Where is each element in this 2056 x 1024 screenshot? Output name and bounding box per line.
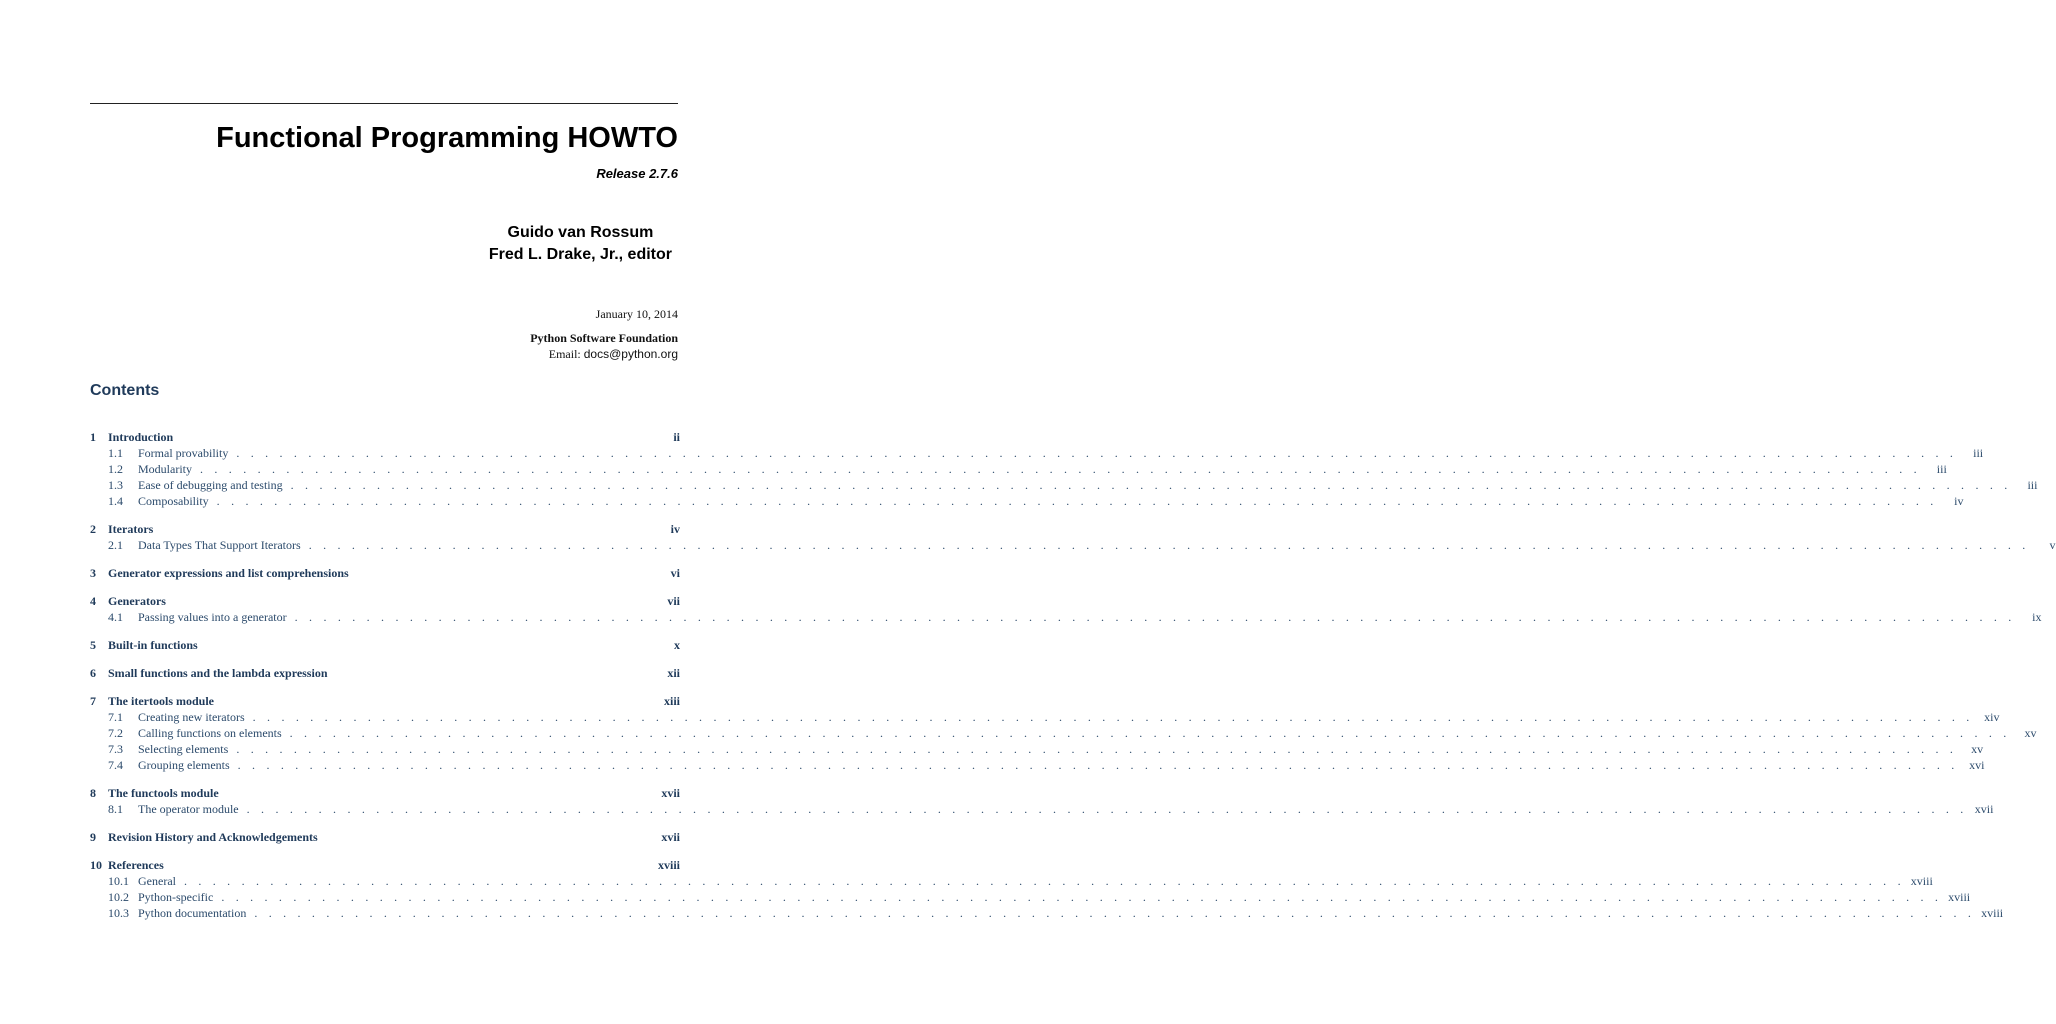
toc-subsection-number: 7.2 <box>108 726 123 740</box>
toc-section-page: xii <box>667 666 680 680</box>
toc-section <box>90 693 2037 773</box>
toc-entry-subsection[interactable] <box>90 873 1933 889</box>
toc-entry-section[interactable] <box>90 857 680 873</box>
toc-section-title[interactable]: Introduction <box>108 430 174 444</box>
publication-date: January 10, 2014 <box>595 307 678 321</box>
header-rule <box>90 103 678 104</box>
toc-entry-subsection[interactable] <box>90 757 1985 773</box>
toc-subsection-title[interactable]: Formal provability <box>138 446 229 460</box>
toc-subsection-title[interactable]: Calling functions on elements <box>138 726 282 740</box>
toc-entry-subsection[interactable] <box>90 537 2056 553</box>
toc-subsection-page: xvii <box>1974 802 1994 816</box>
toc-entry-subsection[interactable] <box>90 445 1984 461</box>
toc-subsection-title[interactable]: Grouping elements <box>138 758 230 772</box>
toc-subsection-page: iii <box>2027 478 2038 492</box>
toc-entry-section[interactable] <box>90 521 680 537</box>
toc-subsection-title[interactable]: Python documentation <box>138 906 247 920</box>
toc-dot-leader: . . . . . . . . . . . . . . . . . . . . . . . . . . . . . . . . . . . . . . . . . . . . . . . . . . . . . . . . . . . . . . . . . . . . . . . . . . . . . . . . . . . . . . . . . . . . . . . . . . . . . . . . . . . . . . . . . . . . . . . . <box>289 726 2011 740</box>
toc-entry-section[interactable] <box>90 637 680 653</box>
toc-entry-subsection[interactable] <box>90 801 1994 817</box>
document-meta <box>530 306 678 362</box>
toc-section-title[interactable]: The itertools module <box>108 694 214 708</box>
toc-subsection-number: 10.3 <box>108 906 129 920</box>
toc-entry-subsection[interactable] <box>90 609 2042 625</box>
toc-section-page: ii <box>673 430 680 444</box>
toc-dot-leader: . . . . . . . . . . . . . . . . . . . . . . . . . . . . . . . . . . . . . . . . . . . . . . . . . . . . . . . . . . . . . . . . . . . . . . . . . . . . . . . . . . . . . . . . . . . . . . . . . . . . . . . . . . . . . . . . . . . . . . . . <box>294 610 2016 624</box>
toc-subsection-number: 1.2 <box>108 462 123 476</box>
toc-subsection-page: xvi <box>1969 758 1985 772</box>
contents-heading: Contents <box>90 382 160 399</box>
toc-subsection-number: 1.4 <box>108 494 123 508</box>
toc-entry-section[interactable] <box>90 429 680 445</box>
toc-subsection-number: 8.1 <box>108 802 123 816</box>
toc-section-number: 2 <box>90 522 96 536</box>
toc-section-title[interactable]: The functools module <box>108 786 219 800</box>
toc-entry-section[interactable] <box>90 693 680 709</box>
toc-dot-leader: . . . . . . . . . . . . . . . . . . . . . . . . . . . . . . . . . . . . . . . . . . . . . . . . . . . . . . . . . . . . . . . . . . . . . . . . . . . . . . . . . . . . . . . . . . . . . . . . . . . . . . . . . . . . . . . . . . . . . . . . <box>252 710 1974 724</box>
toc-section-title[interactable]: References <box>108 858 164 872</box>
toc-section-page: xvii <box>661 830 680 844</box>
toc-entry-subsection[interactable] <box>90 709 2000 725</box>
toc-section-page: xiii <box>663 694 680 708</box>
toc-section-number: 6 <box>90 666 96 680</box>
toc-subsection-title[interactable]: General <box>138 874 176 888</box>
toc-section <box>90 857 2004 921</box>
toc-entry-section[interactable] <box>90 829 680 845</box>
toc-subsection-page: xv <box>2024 726 2037 740</box>
toc-subsection-title[interactable]: Modularity <box>138 462 192 476</box>
toc-subsection-number: 7.3 <box>108 742 123 756</box>
table-of-contents <box>90 429 2056 921</box>
toc-dot-leader: . . . . . . . . . . . . . . . . . . . . . . . . . . . . . . . . . . . . . . . . . . . . . . . . . . . . . . . . . . . . . . . . . . . . . . . . . . . . . . . . . . . . . . . . . . . . . . . . . . . . . . . . . . . . . . . . . . . . . . . . <box>254 906 1976 920</box>
toc-section-page: vi <box>670 566 680 580</box>
toc-subsection-title[interactable]: Ease of debugging and testing <box>138 478 283 492</box>
toc-entry-subsection[interactable] <box>90 725 2037 741</box>
toc-section <box>90 593 2042 625</box>
toc-subsection-page: iii <box>1973 446 1984 460</box>
email-line <box>530 346 678 362</box>
toc-entry-section[interactable] <box>90 565 680 581</box>
toc-entry-section[interactable] <box>90 665 680 681</box>
toc-entry-section[interactable] <box>90 593 680 609</box>
toc-section-number: 9 <box>90 830 96 844</box>
toc-dot-leader: . . . . . . . . . . . . . . . . . . . . . . . . . . . . . . . . . . . . . . . . . . . . . . . . . . . . . . . . . . . . . . . . . . . . . . . . . . . . . . . . . . . . . . . . . . . . . . . . . . . . . . . . . . . . . . . . . . . . . . . . <box>237 758 1959 772</box>
toc-entry-subsection[interactable] <box>90 461 1947 477</box>
toc-section-number: 5 <box>90 638 96 652</box>
toc-section-number: 1 <box>90 430 96 444</box>
toc-entry-subsection[interactable] <box>90 889 1971 905</box>
toc-section-page: vii <box>667 594 680 608</box>
toc-subsection-number: 10.1 <box>108 874 129 888</box>
toc-section-number: 4 <box>90 594 96 608</box>
toc-section-title[interactable]: Generators <box>108 594 166 608</box>
authors-block <box>489 222 672 266</box>
toc-section <box>90 785 1994 817</box>
toc-subsection-title[interactable]: Python-specific <box>138 890 214 904</box>
toc-section-page: x <box>674 638 680 652</box>
toc-section-page: iv <box>670 522 680 536</box>
toc-dot-leader: . . . . . . . . . . . . . . . . . . . . . . . . . . . . . . . . . . . . . . . . . . . . . . . . . . . . . . . . . . . . . . . . . . . . . . . . . . . . . . . . . . . . . . . . . . . . . . . . . . . . . . . . . . . . . . . . . . . . . . . . <box>236 742 1958 756</box>
toc-section-number: 3 <box>90 566 96 580</box>
toc-subsection-number: 1.3 <box>108 478 123 492</box>
toc-section-number: 7 <box>90 694 96 708</box>
toc-subsection-page: iii <box>1936 462 1947 476</box>
author-name: Guido van Rossum <box>507 224 654 241</box>
toc-section <box>90 521 2056 553</box>
toc-dot-leader: . . . . . . . . . . . . . . . . . . . . . . . . . . . . . . . . . . . . . . . . . . . . . . . . . . . . . . . . . . . . . . . . . . . . . . . . . . . . . . . . . . . . . . . . . . . . . . . . . . . . . . . . . . . . . . . . . . . . . . . . <box>290 478 2012 492</box>
toc-section-title[interactable]: Revision History and Acknowledgements <box>108 830 318 844</box>
release-label: Release 2.7.6 <box>596 166 678 181</box>
toc-section-title[interactable]: Small functions and the lambda expression <box>108 666 328 680</box>
toc-subsection-number: 2.1 <box>108 538 123 552</box>
toc-subsection-page: xviii <box>1981 906 2004 920</box>
toc-entry-subsection[interactable] <box>90 477 2038 493</box>
toc-subsection-page: v <box>2049 538 2056 552</box>
toc-subsection-number: 4.1 <box>108 610 123 624</box>
toc-subsection-page: iv <box>1954 494 1964 508</box>
toc-section-title[interactable]: Built-in functions <box>108 638 198 652</box>
email-address[interactable]: docs@python.org <box>583 347 678 361</box>
toc-subsection-page: xv <box>1971 742 1984 756</box>
toc-subsection-page: xiv <box>1984 710 2000 724</box>
email-label: Email: <box>548 347 581 361</box>
toc-section-number: 8 <box>90 786 96 800</box>
toc-section-page: xvii <box>661 786 680 800</box>
toc-entry-section[interactable] <box>90 785 680 801</box>
toc-section-title[interactable]: Generator expressions and list comprehensions <box>108 566 349 580</box>
toc-dot-leader: . . . . . . . . . . . . . . . . . . . . . . . . . . . . . . . . . . . . . . . . . . . . . . . . . . . . . . . . . . . . . . . . . . . . . . . . . . . . . . . . . . . . . . . . . . . . . . . . . . . . . . . . . . . . . . . . . . . . . . . . <box>236 446 1958 460</box>
toc-section-number: 10 <box>90 858 102 872</box>
editor-name: Fred L. Drake, Jr., editor <box>488 246 672 263</box>
toc-dot-leader: . . . . . . . . . . . . . . . . . . . . . . . . . . . . . . . . . . . . . . . . . . . . . . . . . . . . . . . . . . . . . . . . . . . . . . . . . . . . . . . . . . . . . . . . . . . . . . . . . . . . . . . . . . . . . . . . . . . . . . . . <box>200 462 1921 476</box>
toc-section <box>90 565 680 581</box>
toc-section-page: xviii <box>657 858 680 872</box>
toc-subsection-number: 7.1 <box>108 710 123 724</box>
toc-section <box>90 829 680 845</box>
toc-section-title[interactable]: Iterators <box>108 522 154 536</box>
toc-subsection-page: xviii <box>1948 890 1971 904</box>
toc-subsection-title[interactable]: Creating new iterators <box>138 710 245 724</box>
toc-subsection-page: xviii <box>1910 874 1933 888</box>
toc-subsection-title[interactable]: Data Types That Support Iterators <box>138 538 301 552</box>
toc-section <box>90 665 680 681</box>
toc-entry-subsection[interactable] <box>90 741 1984 757</box>
toc-subsection-title[interactable]: The operator module <box>138 802 239 816</box>
toc-entry-subsection[interactable] <box>90 905 2004 921</box>
toc-subsection-page: ix <box>2032 610 2042 624</box>
toc-dot-leader: . . . . . . . . . . . . . . . . . . . . . . . . . . . . . . . . . . . . . . . . . . . . . . . . . . . . . . . . . . . . . . . . . . . . . . . . . . . . . . . . . . . . . . . . . . . . . . . . . . . . . . . . . . . . . . . . . . . . . . . . <box>246 802 1968 816</box>
document-title: Functional Programming HOWTO <box>216 122 678 154</box>
toc-subsection-number: 7.4 <box>108 758 123 772</box>
toc-subsection-title[interactable]: Selecting elements <box>138 742 229 756</box>
toc-subsection-title[interactable]: Composability <box>138 494 209 508</box>
toc-subsection-title[interactable]: Passing values into a generator <box>138 610 287 624</box>
organization-name: Python Software Foundation <box>530 331 678 345</box>
toc-dot-leader: . . . . . . . . . . . . . . . . . . . . . . . . . . . . . . . . . . . . . . . . . . . . . . . . . . . . . . . . . . . . . . . . . . . . . . . . . . . . . . . . . . . . . . . . . . . . . . . . . . . . . . . . . . . . . . . . . . . . . . . . <box>308 538 2030 552</box>
toc-section <box>90 429 2038 509</box>
toc-dot-leader: . . . . . . . . . . . . . . . . . . . . . . . . . . . . . . . . . . . . . . . . . . . . . . . . . . . . . . . . . . . . . . . . . . . . . . . . . . . . . . . . . . . . . . . . . . . . . . . . . . . . . . . . . . . . . . . . . . . . . . . . <box>216 494 1938 508</box>
toc-section <box>90 637 680 653</box>
toc-subsection-number: 1.1 <box>108 446 123 460</box>
toc-entry-subsection[interactable] <box>90 493 1964 509</box>
toc-subsection-number: 10.2 <box>108 890 129 904</box>
toc-dot-leader: . . . . . . . . . . . . . . . . . . . . . . . . . . . . . . . . . . . . . . . . . . . . . . . . . . . . . . . . . . . . . . . . . . . . . . . . . . . . . . . . . . . . . . . . . . . . . . . . . . . . . . . . . . . . . . . . . . . . . . . . <box>221 890 1943 904</box>
toc-dot-leader: . . . . . . . . . . . . . . . . . . . . . . . . . . . . . . . . . . . . . . . . . . . . . . . . . . . . . . . . . . . . . . . . . . . . . . . . . . . . . . . . . . . . . . . . . . . . . . . . . . . . . . . . . . . . . . . . . . . . . . . . <box>183 874 1905 888</box>
